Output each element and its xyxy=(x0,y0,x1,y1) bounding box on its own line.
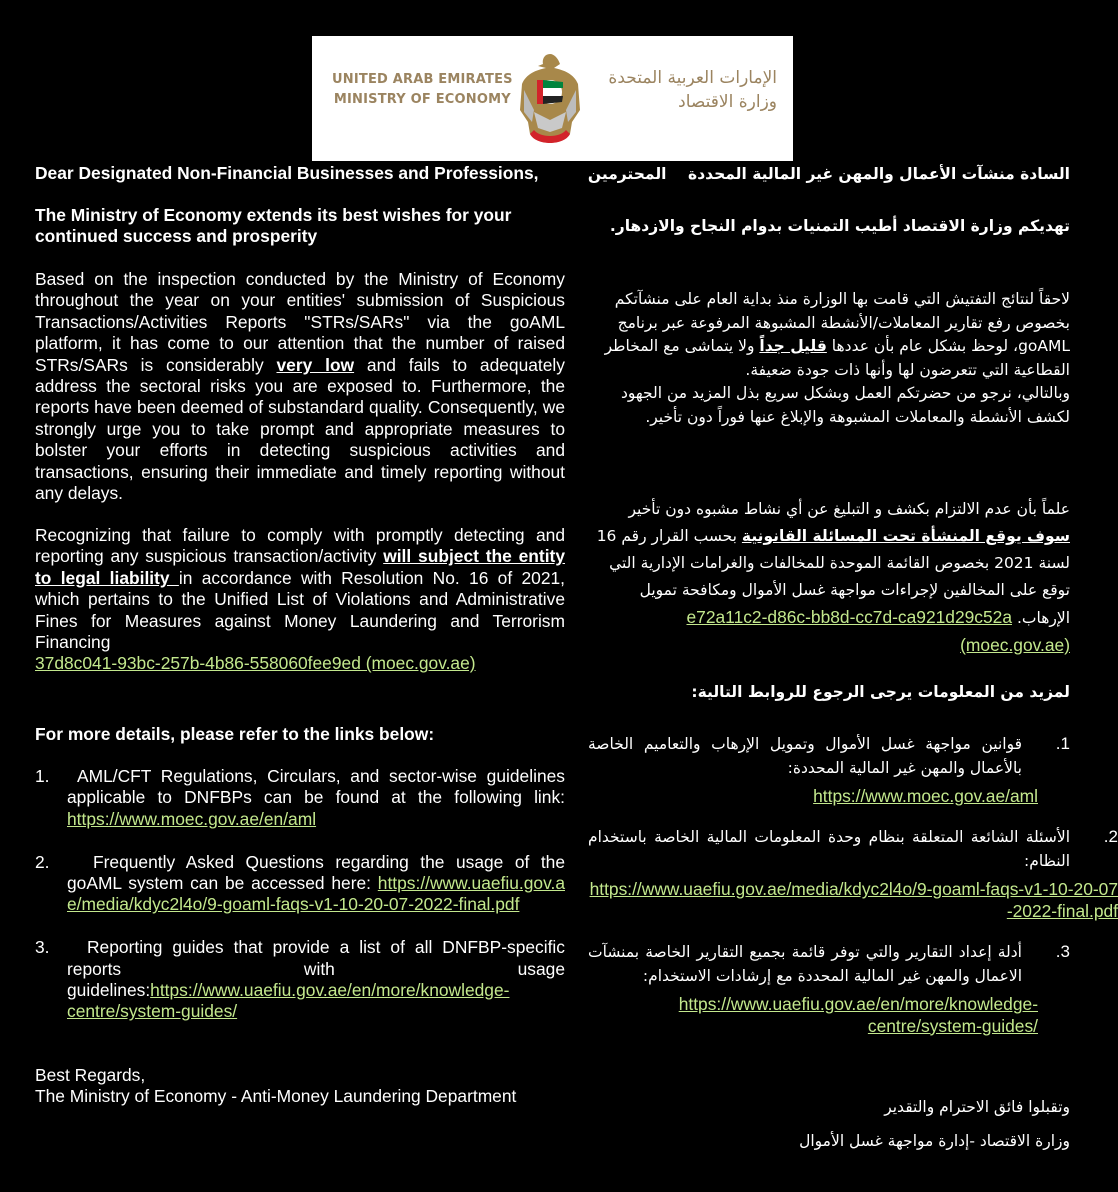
logo-english-text xyxy=(332,70,513,110)
english-p1-text-after: and fails to adequately address the sectoral risks you are exposed to. Furthermore, the reports have been deemed of substandard quality. Consequently, we strongly urge you to take prompt and appropriate measures to bolster your efforts in detecting suspicious activities and transactions, ensuring their immediate and timely reporting without any delays. xyxy=(35,354,565,504)
arabic-resolution-link[interactable]: e72a11c2-d86c-bb8d-cc7d-ca921d29c52a (moec.gov.ae) xyxy=(686,607,1070,655)
english-p2-text-after: in accordance with Resolution No. 16 of 2021, which pertains to the Unified List of Violations and Administrative Fines for Measures against Money Laundering and Terrorism Financing xyxy=(35,567,565,653)
ministry-logo-banner xyxy=(312,36,793,161)
english-p2-emphasis: will subject the entity to legal liability xyxy=(35,546,566,588)
list-number: 2. xyxy=(1103,827,1118,847)
arabic-more-details-heading: لمزيد من المعلومات يرجى الرجوع للروابط التالية: xyxy=(691,683,1070,701)
english-closing xyxy=(35,1065,565,1108)
logo-arabic-line2: وزارة الاقتصاد xyxy=(678,92,777,112)
english-resolution-link[interactable]: 37d8c041-93bc-257b-4b86-558060fee9ed (moec.gov.ae) xyxy=(35,653,476,674)
arabic-p1-emphasis: قليل جداً xyxy=(759,337,827,355)
arabic-p1-text-before: لاحقاً لنتائج التفتيش التي قامت بها الوزارة منذ بداية العام على منشآتكم بخصوص رفع تقارير المعاملات/الأنشطة المشبوهة المرفوعة عبر برنامج goAML، لوحظ بشكل عام بأن عددها xyxy=(614,290,1070,355)
list-number: 2. xyxy=(35,851,50,872)
english-system-guides-link[interactable]: https://www.uaefiu.gov.ae/en/more/knowledge-centre/system-guides/ xyxy=(67,980,510,1022)
english-more-details-heading: For more details, please refer to the links below: xyxy=(35,724,435,744)
english-aml-regulations-link[interactable]: https://www.moec.gov.ae/en/aml xyxy=(67,808,317,829)
arabic-p2-text-before: علماً بأن عدم الالتزام بكشف و التبليغ عن أي نشاط مشبوه دون تأخير xyxy=(628,500,1070,518)
english-signature: The Ministry of Economy - Anti-Money Laundering Department xyxy=(35,1086,517,1107)
list-number: 3. xyxy=(1055,942,1070,962)
list-number: 1. xyxy=(35,766,50,786)
logo-english-line2: MINISTRY OF ECONOMY xyxy=(333,92,511,107)
english-regards: Best Regards, xyxy=(35,1065,146,1085)
arabic-closing xyxy=(588,1090,1070,1158)
arabic-goaml-faqs-link[interactable]: https://www.uaefiu.gov.ae/media/kdyc2l4o/9-goaml-faqs-v1-10-20-07-2022-final.pdf xyxy=(589,879,1118,921)
english-p1-text-before: Based on the inspection conducted by the Ministry of Economy throughout the year on your entities' submission of Suspicious Transactions/Activities Reports "STRs/SARs" via the goAML platform, it has come to our attention that the number of raised STRs/SARs is considerably xyxy=(35,269,565,375)
arabic-p2-emphasis: سوف يوقع المنشأة تحت المسائلة القانونية xyxy=(741,527,1070,545)
arabic-list-item-2-text: الأسئلة الشائعة المتعلقة بنظام وحدة المعلومات المالية الخاصة باستخدام النظام: xyxy=(588,828,1070,871)
arabic-paragraph-urge: وبالتالي، نرجو من حضرتكم العمل وبشكل سريع بذل المزيد من الجهود لكشف الأنشطة والمعاملات المشبوهة والإبلاغ عنها فوراً دون تأخير. xyxy=(620,384,1070,426)
english-links-list xyxy=(35,766,565,1044)
arabic-paragraph-inspection xyxy=(588,288,1070,429)
arabic-list-item-3-text: أدلة إعداد التقارير والتي توفر قائمة بجميع التقارير الخاصة بمنشآت الاعمال والمهن غير المالية المحددة مع إرشادات الاستخدام: xyxy=(588,943,1022,986)
english-list-item-1 xyxy=(35,766,565,830)
english-list-item-3 xyxy=(35,937,565,1023)
arabic-signature: وزارة الاقتصاد -إدارة مواجهة غسل الأموال xyxy=(799,1132,1070,1150)
arabic-list-item-1 xyxy=(588,732,1070,807)
arabic-list-item-2 xyxy=(588,825,1118,922)
list-number: 3. xyxy=(35,937,50,958)
arabic-p1-text-after: ولا يتماشى مع المخاطر القطاعية التي تتعرضون لها وأنها ذات جودة ضعيفة. xyxy=(604,337,1070,379)
list-number: 1. xyxy=(1055,734,1070,753)
arabic-list-item-3 xyxy=(588,940,1070,1037)
english-wishes: The Ministry of Economy extends its best wishes for your continued success and prosperity xyxy=(35,205,512,247)
english-goaml-faqs-link[interactable]: https://www.uaefiu.gov.ae/media/kdyc2l4o/9-goaml-faqs-v1-10-20-07-2022-final.pdf xyxy=(67,873,565,915)
arabic-regards: وتقبلوا فائق الاحترام والتقدير xyxy=(884,1098,1070,1116)
english-list-item-3-text: Reporting guides that provide a list of all DNFBP-specific reports with usage guidelines: xyxy=(67,937,565,1001)
logo-arabic-text xyxy=(608,66,777,114)
english-list-item-2 xyxy=(35,852,565,916)
arabic-links-list xyxy=(588,732,1118,1055)
english-list-item-1-text: AML/CFT Regulations, Circulars, and sector-wise guidelines applicable to DNFBPs can be found at the following link: xyxy=(67,766,565,808)
english-p2-text-before: Recognizing that failure to comply with promptly detecting and reporting any suspicious transaction/activity xyxy=(35,525,565,567)
logo-arabic-line1: الإمارات العربية المتحدة xyxy=(608,68,777,88)
arabic-paragraph-liability xyxy=(588,496,1070,660)
logo-english-line1: UNITED ARAB EMIRATES xyxy=(332,72,513,87)
arabic-aml-regulations-link[interactable]: https://www.moec.gov.ae/aml xyxy=(813,786,1038,806)
arabic-system-guides-link[interactable]: https://www.uaefiu.gov.ae/en/more/knowledge-centre/system-guides/ xyxy=(678,994,1038,1036)
arabic-greeting: السادة منشآت الأعمال والمهن غير المالية المحددة المحترمين xyxy=(587,165,1070,183)
english-p1-emphasis: very low xyxy=(276,354,355,375)
arabic-wishes: تهديكم وزارة الاقتصاد أطيب التمنيات بدوام النجاح والازدهار. xyxy=(609,217,1070,235)
english-list-item-2-text: Frequently Asked Questions regarding the usage of the goAML system can be accessed here: xyxy=(67,851,565,894)
english-greeting: Dear Designated Non-Financial Businesses and Professions, xyxy=(35,163,539,183)
arabic-list-item-1-text: قوانين مواجهة غسل الأموال وتمويل الإرهاب والتعاميم الخاصة بالأعمال والمهن غير المالية المحددة: xyxy=(588,735,1022,777)
english-paragraph-liability xyxy=(35,525,565,675)
arabic-p2-text-after: بحسب القرار رقم 16 لسنة 2021 بخصوص القائمة الموحدة للمخالفات والغرامات الإدارية التي توقع على المخالفين لإجراءات مواجهة غسل الأموال ومكافحة تمويل الإرهاب. xyxy=(596,527,1070,627)
english-paragraph-inspection xyxy=(35,269,565,504)
uae-falcon-emblem-icon xyxy=(516,50,584,150)
